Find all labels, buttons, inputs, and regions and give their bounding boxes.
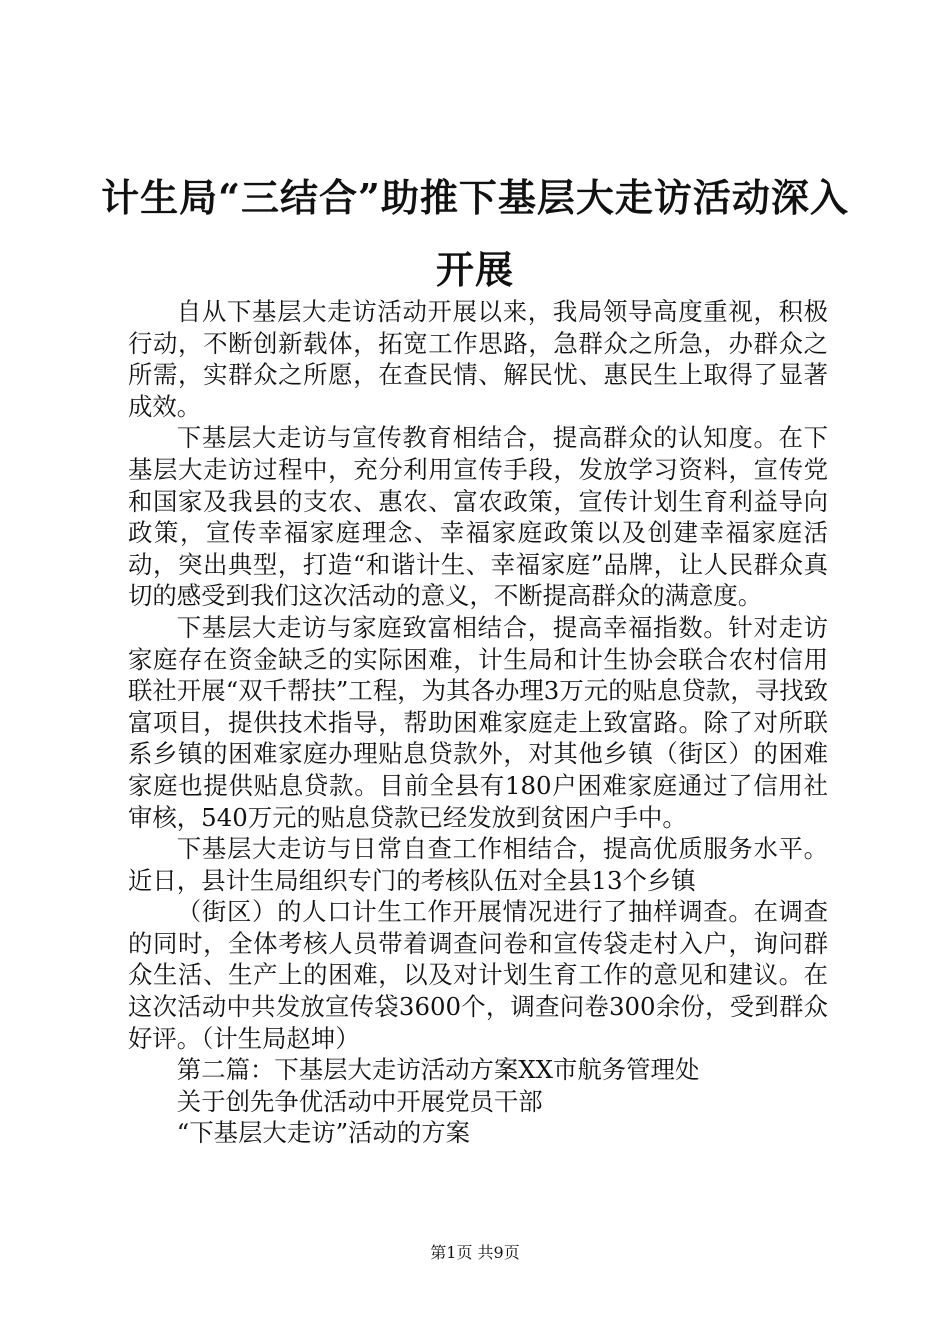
paragraph-second-part-heading: 第二篇：下基层大走访活动方案XX市航务管理处 [176,1055,700,1085]
document-body [128,296,828,1149]
title-line-2: 开展 [435,247,514,292]
paragraph-selfcheck: 下基层大走访与日常自查工作相结合，提高优质服务水平。近日，县计生局组织专门的考核队伍对全县13个乡镇 [128,834,828,895]
paragraph-publicity: 下基层大走访与宣传教育相结合，提高群众的认知度。在下基层大走访过程中，充分利用宣传手段，发放学习资料，宣传党和国家及我县的支农、惠农、富农政策，宣传计划生育利益导向政策，宣传幸福家庭理念、幸福家庭政策以及创建幸福家庭活动，突出典型，打造“和谐计生、幸福家庭”品牌，让人民群众真切的感受到我们这次活动的意义，不断提高群众的满意度。 [128,423,828,611]
paragraph-intro: 自从下基层大走访活动开展以来，我局领导高度重视，积极行动，不断创新载体，拓宽工作思路，急群众之所急，办群众之所需，实群众之所愿，在查民情、解民忧、惠民生上取得了显著成效。 [128,297,828,421]
paragraph-plan-subject: 关于创先争优活动中开展党员干部 [176,1086,543,1116]
title-line-1: 计生局“三结合”助推下基层大走访活动深入 [101,175,849,220]
paragraph-selfcheck-continued: （街区）的人口计生工作开展情况进行了抽样调查。在调查的同时，全体考核人员带着调查问卷和宣传袋走村入户，询问群众生活、生产上的困难，以及对计划生育工作的意见和建议。在这次活动中共发放宣传袋3600个，调查问卷300余份，受到群众好评。（计生局赵坤） [128,897,828,1053]
paragraph-plan-title: “下基层大走访”活动的方案 [176,1118,471,1148]
document-title [100,162,850,306]
page-number-footer: 第1页 共9页 [430,1243,520,1262]
paragraph-wealth: 下基层大走访与家庭致富相结合，提高幸福指数。针对走访家庭存在资金缺乏的实际困难，计生局和计生协会联合农村信用联社开展“双千帮扶”工程，为其各办理3万元的贴息贷款，寻找致富项目，提供技术指导，帮助困难家庭走上致富路。除了对所联系乡镇的困难家庭办理贴息贷款外，对其他乡镇（街区）的困难家庭也提供贴息贷款。目前全县有180户困难家庭通过了信用社审核，540万元的贴息贷款已经发放到贫困户手中。 [128,612,828,832]
